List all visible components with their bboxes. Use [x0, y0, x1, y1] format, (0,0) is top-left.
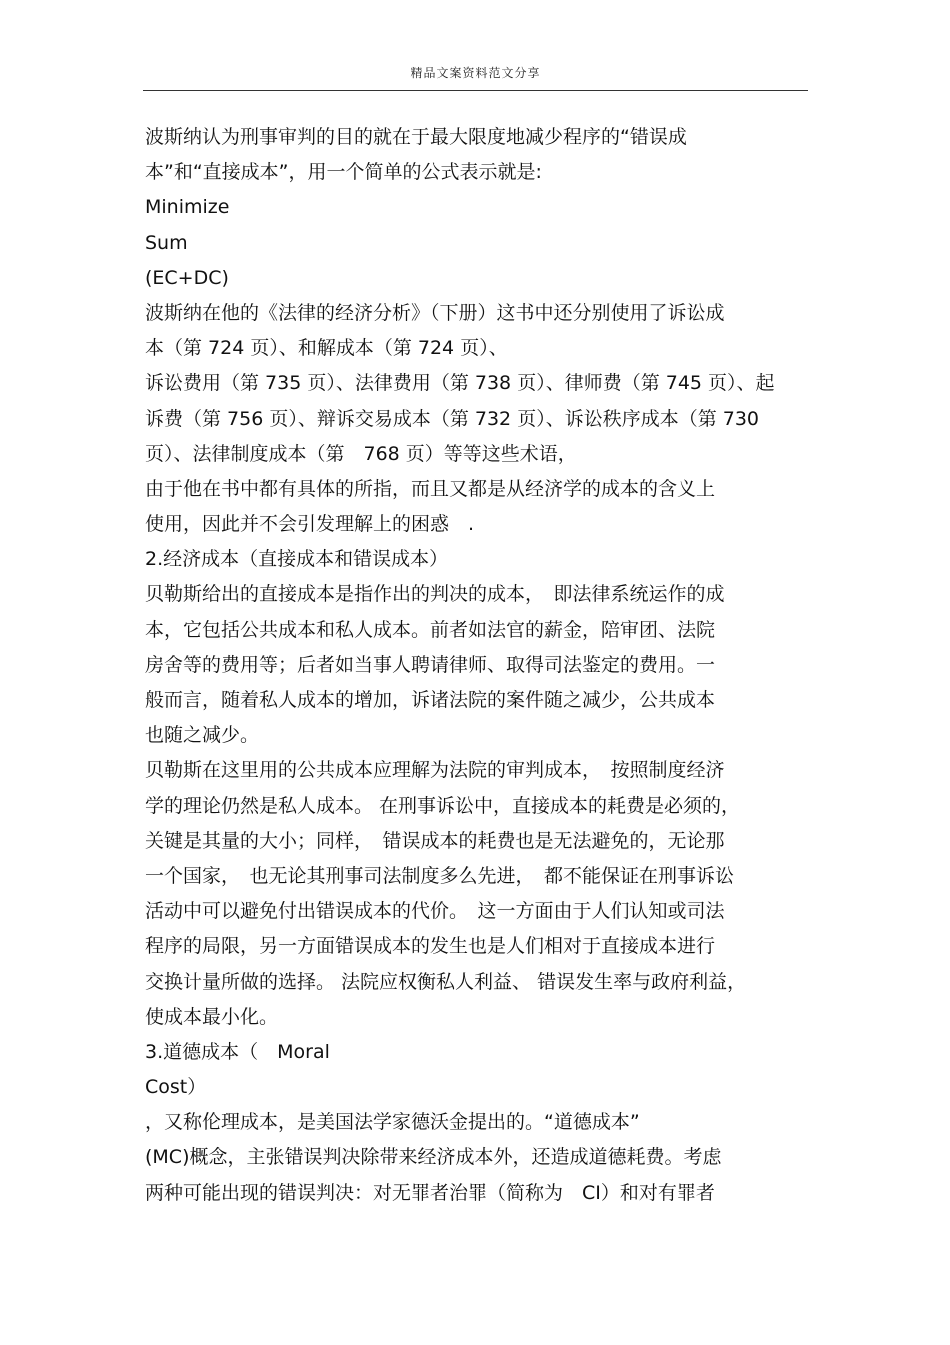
header-divider	[143, 90, 808, 91]
section-heading: 3.道德成本（ Moral	[145, 1040, 330, 1063]
text-line: (MC)概念，主张错误判决除带来经济成本外，还造成道德耗费。考虑	[145, 1146, 722, 1169]
text-line: 关键是其量的大小；同样， 错误成本的耗费也是无法避免的，无论那	[145, 829, 725, 852]
section-heading: 2.经济成本（直接成本和错误成本）	[145, 548, 449, 571]
text-line: 使成本最小化。	[145, 1005, 279, 1028]
text-line: 本，它包括公共成本和私人成本。前者如法官的薪金，陪审团、法院	[145, 618, 716, 641]
text-line: 由于他在书中都有具体的所指，而且又都是从经济学的成本的含义上	[145, 477, 716, 500]
document-body	[145, 120, 815, 1211]
text-line: 诉讼费用（第 735 页）、法律费用（第 738 页）、律师费（第 745 页）、起	[145, 372, 775, 395]
text-line: Cost）	[145, 1076, 207, 1099]
text-line: 波斯纳认为刑事审判的目的就在于最大限度地减少程序的“错误成	[145, 126, 687, 148]
text-line: (EC+DC)	[145, 266, 229, 289]
text-line: Sum	[145, 231, 188, 254]
text-line: 学的理论仍然是私人成本。 在刑事诉讼中，直接成本的耗费是必须的，	[145, 794, 741, 817]
page-header: 精品文案资料范文分享	[410, 66, 541, 80]
text-line: 也随之减少。	[145, 724, 260, 747]
text-line: 交换计量所做的选择。 法院应权衡私人利益、 错误发生率与政府利益，	[145, 970, 747, 993]
text-line: Minimize	[145, 196, 230, 219]
text-line: 贝勒斯给出的直接成本是指作出的判决的成本， 即法律系统运作的成	[145, 583, 725, 606]
text-line: 程序的局限，另一方面错误成本的发生也是人们相对于直接成本进行	[145, 935, 716, 958]
text-line: 使用，因此并不会引发理解上的困惑 .	[145, 513, 475, 536]
text-line: 房舍等的费用等；后者如当事人聘请律师、取得司法鉴定的费用。一	[145, 653, 716, 676]
text-line: 贝勒斯在这里用的公共成本应理解为法院的审判成本， 按照制度经济	[145, 759, 725, 782]
text-line: 本”和“直接成本”，用一个简单的公式表示就是:	[145, 161, 542, 184]
text-line: 两种可能出现的错误判决：对无罪者治罪（简称为 CI）和对有罪者	[145, 1181, 715, 1204]
text-line: 本（第 724 页）、和解成本（第 724 页）、	[145, 337, 508, 360]
text-line: ，又称伦理成本，是美国法学家德沃金提出的。“道德成本”	[145, 1111, 640, 1134]
text-line: 波斯纳在他的《法律的经济分析》（下册）这书中还分别使用了诉讼成	[145, 301, 725, 324]
text-line: 诉费（第 756 页）、辩诉交易成本（第 732 页）、诉讼秩序成本（第 730	[145, 407, 759, 430]
text-line: 页）、法律制度成本（第 768 页）等等这些术语，	[145, 442, 577, 465]
text-line: 一个国家， 也无论其刑事司法制度多么先进， 都不能保证在刑事诉讼	[145, 864, 735, 887]
text-line: 般而言，随着私人成本的增加，诉诸法院的案件随之减少，公共成本	[145, 689, 716, 711]
text-line: 活动中可以避免付出错误成本的代价。 这一方面由于人们认知或司法	[145, 900, 725, 923]
